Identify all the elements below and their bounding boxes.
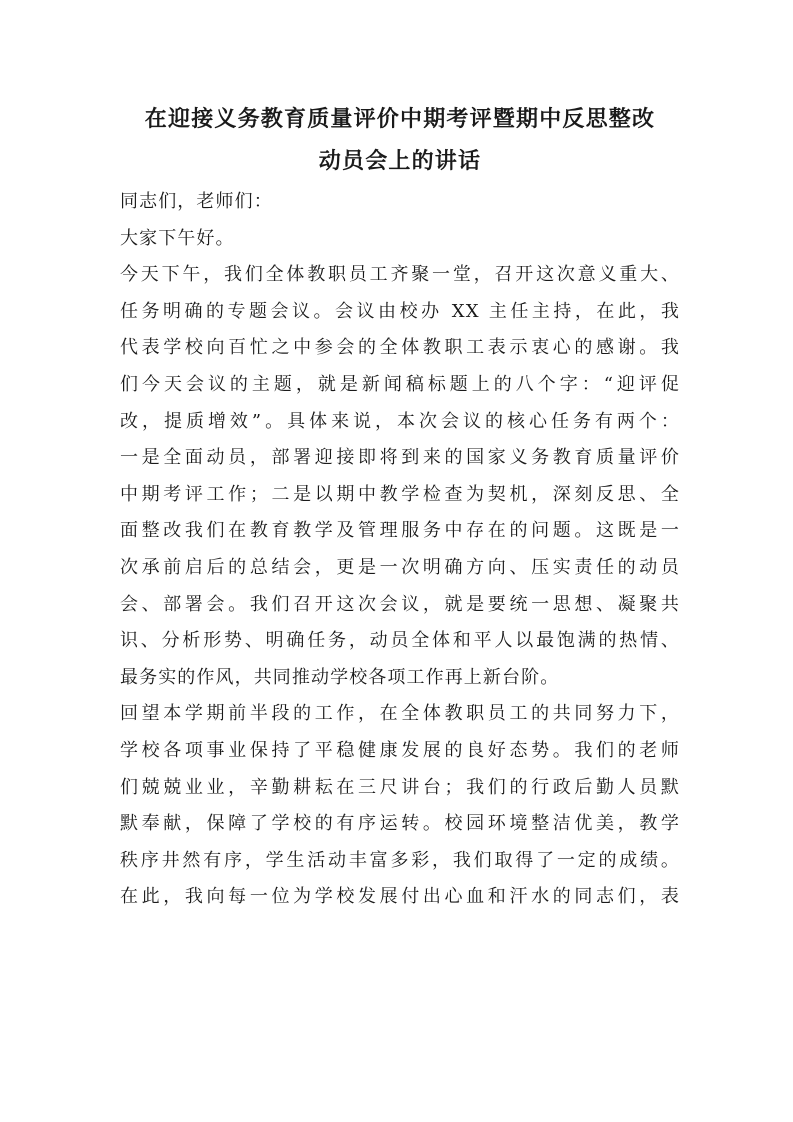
document-title-line-1: 在迎接义务教育质量评价中期考评暨期中反思整改 <box>144 107 656 132</box>
body-text-line: 中期考评工作；二是以期中教学检查为契机，深刻反思、全 <box>120 483 680 505</box>
body-text-line: 任务明确的专题会议。会议由校办 XX 主任主持，在此，我 <box>120 300 680 322</box>
body-text-line: 默奉献，保障了学校的有序运转。校园环境整洁优美，教学 <box>120 813 680 835</box>
body-text-line: 最务实的作风，共同推动学校各项工作再上新台阶。 <box>120 666 560 688</box>
body-text-line: 改，提质增效”。具体来说，本次会议的核心任务有两个： <box>120 410 680 432</box>
body-text-line: 同志们，老师们： <box>120 191 273 212</box>
document-title-line-2: 动员会上的讲话 <box>318 149 482 174</box>
body-text-line: 今天下午，我们全体教职员工齐聚一堂，召开这次意义重大、 <box>120 264 680 286</box>
body-text-line: 会、部署会。我们召开这次会议，就是要统一思想、凝聚共 <box>120 593 680 615</box>
body-text-line: 次承前启后的总结会，更是一次明确方向、压实责任的动员 <box>120 556 680 578</box>
document-body <box>120 184 680 916</box>
body-text-line: 一是全面动员，部署迎接即将到来的国家义务教育质量评价 <box>120 447 680 469</box>
body-text-line: 大家下午好。 <box>120 227 235 249</box>
body-text-line: 识、分析形势、明确任务，动员全体和平人以最饱满的热情、 <box>120 630 680 652</box>
body-text-line: 回望本学期前半段的工作，在全体教职员工的共同努力下， <box>120 703 680 725</box>
body-text-line: 秩序井然有序，学生活动丰富多彩，我们取得了一定的成绩。 <box>120 849 680 871</box>
body-text-line: 们今天会议的主题，就是新闻稿标题上的八个字：“迎评促 <box>120 373 680 395</box>
body-text-line: 学校各项事业保持了平稳健康发展的良好态势。我们的老师 <box>120 739 680 761</box>
body-text-line: 在此，我向每一位为学校发展付出心血和汗水的同志们，表 <box>120 886 680 908</box>
body-text-line: 面整改我们在教育教学及管理服务中存在的问题。这既是一 <box>120 520 680 542</box>
body-text-line: 们兢兢业业，辛勤耕耘在三尺讲台；我们的行政后勤人员默 <box>120 776 680 798</box>
body-text-line: 代表学校向百忙之中参会的全体教职工表示衷心的感谢。我 <box>120 337 680 359</box>
